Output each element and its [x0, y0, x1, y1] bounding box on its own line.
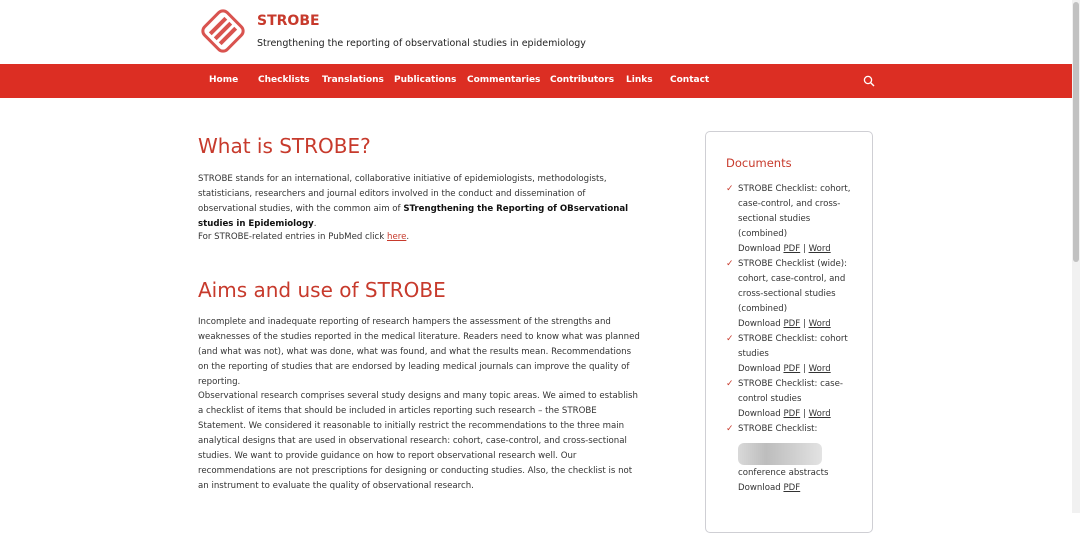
checkmark-icon: ✓	[726, 259, 734, 269]
doc-title: STROBE Checklist: case-control studies	[738, 379, 844, 404]
list-item	[726, 332, 856, 377]
nav-contributors[interactable]: Contributors	[550, 75, 615, 85]
doc-title: STROBE Checklist (wide): cohort, case-control, and cross-sectional studies (combined)	[738, 259, 848, 314]
site-title[interactable]: STROBE	[257, 13, 320, 29]
nav-contact[interactable]: Contact	[670, 75, 710, 85]
pdf-link[interactable]: PDF	[783, 319, 801, 329]
strobe-logo-icon[interactable]	[201, 9, 245, 53]
doc-downloads: Download PDF | Word	[738, 409, 831, 419]
nav-home[interactable]: Home	[209, 75, 239, 85]
nav-commentaries[interactable]: Commentaries	[467, 75, 541, 85]
nav-links[interactable]: Links	[626, 75, 653, 85]
pubmed-here-link[interactable]: here	[387, 232, 407, 242]
nav-publications[interactable]: Publications	[394, 75, 457, 85]
documents-title: Documents	[726, 156, 792, 170]
pdf-link[interactable]: PDF	[783, 409, 801, 419]
doc-downloads: Download PDF | Word	[738, 319, 831, 329]
list-item	[726, 257, 856, 332]
checkmark-icon: ✓	[726, 424, 734, 434]
doc-title: STROBE Checklist: cohort studies	[738, 334, 848, 359]
checkmark-icon: ✓	[726, 334, 734, 344]
doc-downloads: Download PDF | Word	[738, 364, 831, 374]
pdf-link[interactable]: PDF	[783, 483, 801, 493]
intro-bold: STrengthening the Reporting of OBservational studies in Epidemiology	[198, 204, 629, 229]
search-icon[interactable]	[863, 75, 875, 87]
heading-what-is-strobe: What is STROBE?	[198, 134, 371, 158]
intro-paragraph: STROBE stands for an international, collaborative initiative of epidemiologists, methodologists, statisticians, researchers and journal editors involved in the conduct and dissemination of observational studies, with the common aim of STrengthening the Reporting of OBservational studies in Epidemiology.	[198, 174, 629, 229]
word-link[interactable]: Word	[808, 244, 831, 254]
page-scrollbar[interactable]	[1072, 0, 1080, 513]
checkmark-icon: ✓	[726, 379, 734, 389]
list-item	[726, 182, 856, 257]
doc-subtitle: conference abstracts	[738, 468, 829, 478]
doc-title: STROBE Checklist:	[738, 424, 818, 434]
aims-paragraph-1: Incomplete and inadequate reporting of research hampers the assessment of the strengths and weaknesses of the studies reported in the medical literature. Readers need to know what was planned (and what was not), what was done, what was found, and what the results mean. Recommendations on the reporting of studies that are endorsed by leading medical journals can improve the quality of reporting.	[198, 317, 640, 387]
word-link[interactable]: Word	[808, 409, 831, 419]
aims-paragraph-2: Observational research comprises several study designs and many topic areas. We aimed to establish a checklist of items that should be included in articles reporting such research – the STROBE Statement. We considered it reasonable to initially restrict the recommendations to the three main analytical designs that are used in observational research: cohort, case-control, and cross-sectional studies. We want to provide guidance on how to report observational research well. Our recommendations are not prescriptions for designing or conducting studies. Also, the checklist is not an instrument to evaluate the quality of observational research.	[198, 391, 638, 491]
heading-aims: Aims and use of STROBE	[198, 278, 446, 302]
pdf-link[interactable]: PDF	[783, 244, 801, 254]
site-tagline: Strengthening the reporting of observational studies in epidemiology	[257, 38, 586, 49]
site-header	[0, 0, 1072, 64]
checkmark-icon: ✓	[726, 184, 734, 194]
word-link[interactable]: Word	[808, 319, 831, 329]
list-item	[726, 377, 856, 422]
doc-title: STROBE Checklist: cohort, case-control, and cross-sectional studies (combined)	[738, 184, 851, 239]
pubmed-paragraph: For STROBE-related entries in PubMed click here.	[198, 232, 410, 242]
documents-sidebar	[705, 131, 873, 533]
word-link[interactable]: Word	[808, 364, 831, 374]
nav-translations[interactable]: Translations	[322, 75, 384, 85]
nav-checklists[interactable]: Checklists	[258, 75, 310, 85]
documents-list	[726, 182, 856, 496]
pdf-link[interactable]: PDF	[783, 364, 801, 374]
scrollbar-thumb[interactable]	[1073, 2, 1079, 262]
list-item	[726, 422, 856, 496]
doc-downloads: Download PDF | Word	[738, 244, 831, 254]
main-nav	[0, 64, 1072, 98]
doc-downloads: Download PDF	[738, 483, 801, 493]
blurred-region	[738, 443, 822, 465]
